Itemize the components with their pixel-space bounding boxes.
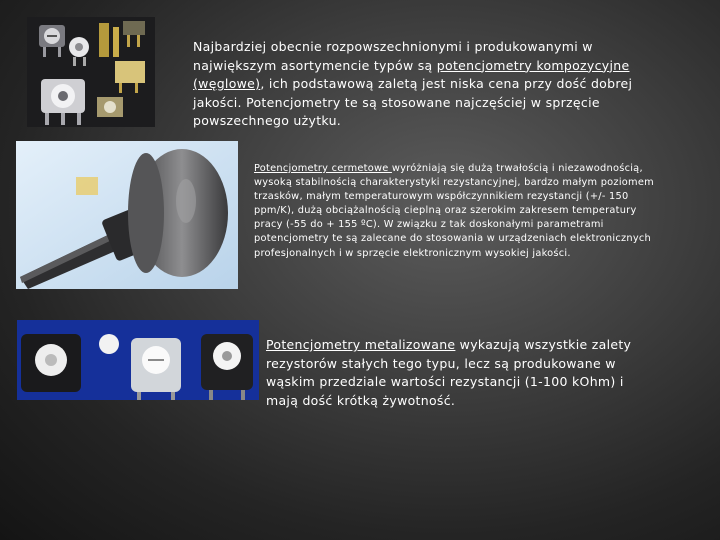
metallized-potentiometers-paragraph [266, 336, 656, 410]
p3-rest-text: wykazują wszystkie zalety rezystorów stałych tego typu, lecz są produkowane w wąskim przedziale wartości rezystancji (1-100 kOhm) i mają dość krótką żywotność. [266, 337, 632, 408]
p1-lead-text: Najbardziej obecnie rozpowszechnionymi i produkowanymi w największym asortymencie typów są [193, 39, 593, 73]
metallized-potentiometers-term: Potencjometry metalizowane [266, 337, 456, 352]
composite-potentiometers-term: potencjometry kompozycyjne (węglowe) [193, 57, 630, 91]
metallized-potentiometers-photo [17, 320, 259, 400]
p1-rest-text: , ich podstawową zaletą jest niska cena przy dość dobrej jakości. Potencjometry te są stosowane najczęściej w sprzęcie powszechnego użytku. [193, 76, 633, 128]
p2-rest-text: wyróżniają się dużą trwałością i niezawodnością, wysoką stabilnością charakterystyki rezystancyjnej, bardzo małym poziomem trzasków, małym temperaturowym współczynnikiem rezystancji (+/- 150 ppm/K), dużą obciążalnością cieplną oraz szerokim zakresem temperatury pracy (-55 do + 155 ºC). W związku z tak doskonałymi parametrami potencjometry te są zalecane do stosowania w urządzeniach elektronicznych profesjonalnych i w sprzęcie elektronicznym wysokiej jakości. [254, 163, 654, 259]
trimmer-potentiometers-photo [27, 17, 155, 127]
composite-potentiometers-paragraph [193, 38, 633, 131]
cermet-potentiometers-paragraph [254, 162, 654, 261]
cermet-potentiometers-term: Potencjometry cermetowe [254, 163, 392, 174]
cermet-potentiometer-photo [16, 141, 238, 289]
